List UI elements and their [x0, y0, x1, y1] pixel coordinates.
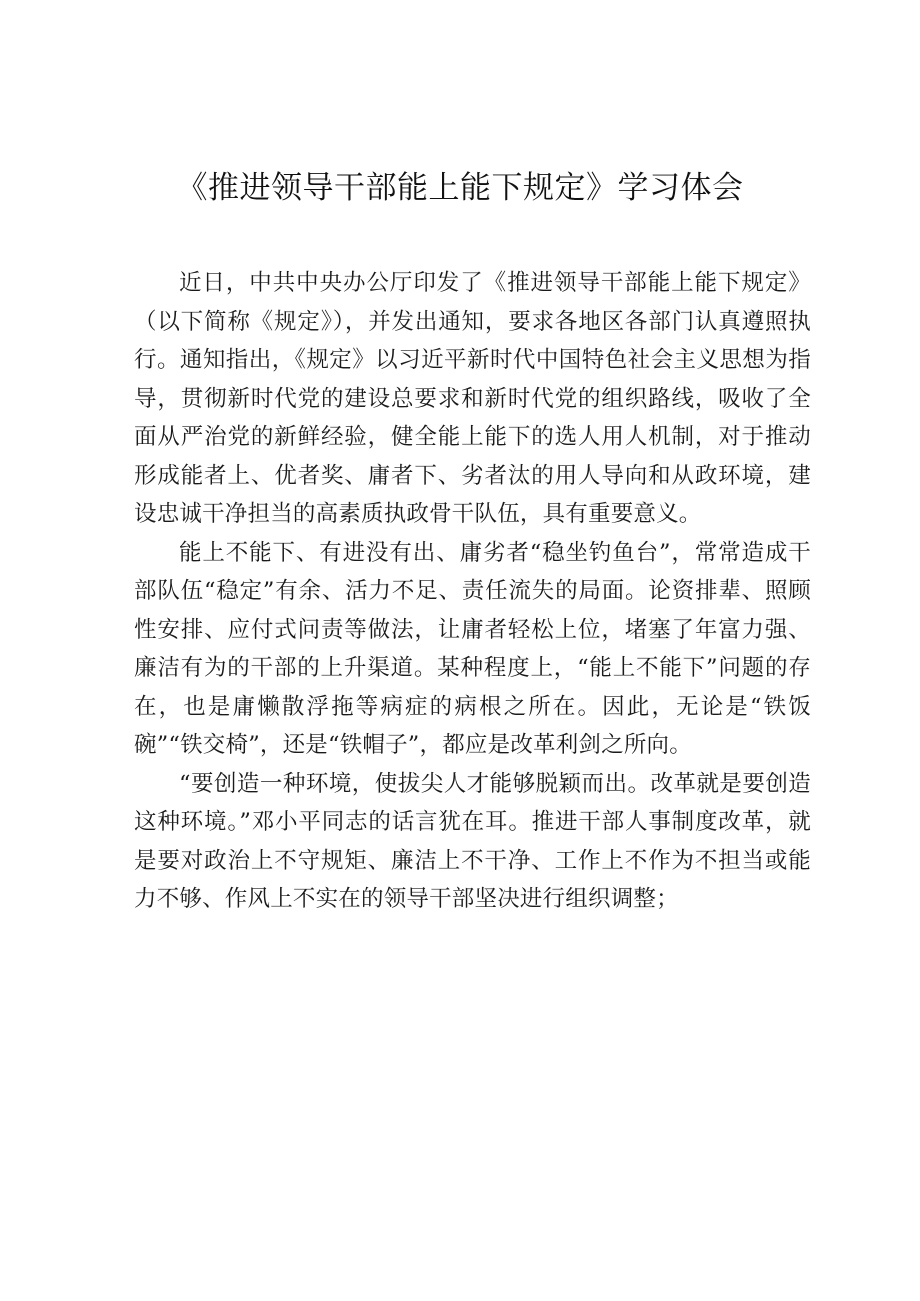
paragraph-3: “要创造一种环境，使拔尖人才能够脱颖而出。改革就是要创造这种环境。”邓小平同志的话言犹在耳。推进干部人事制度改革，就是要对政治上不守规矩、廉洁上不干净、工作上不作为不担当或能力不够、作风上不实在的领导干部坚决进行组织调整；	[134, 770, 811, 912]
paragraph-2: 能上不能下、有进没有出、庸劣者“稳坐钓鱼台”，常常造成干部队伍“稳定”有余、活力不足、责任流失的局面。论资排辈、照顾性安排、应付式问责等做法，让庸者轻松上位，堵塞了年富力强、廉洁有为的干部的上升渠道。某种程度上，“能上不能下”问题的存在，也是庸懒散浮拖等病症的病根之所在。因此，无论是“铁饭碗”“铁交椅”，还是“铁帽子”，都应是改革利剑之所向。	[134, 539, 811, 758]
document-body	[134, 264, 811, 919]
document-title: 《推进领导干部能上能下规定》学习体会	[176, 170, 744, 206]
paragraph-1: 近日，中共中央办公厅印发了《推进领导干部能上能下规定》（以下简称《规定》），并发出通知，要求各地区各部门认真遵照执行。通知指出，《规定》以习近平新时代中国特色社会主义思想为指导，贯彻新时代党的建设总要求和新时代党的组织路线，吸收了全面从严治党的新鲜经验，健全能上能下的选人用人机制，对于推动形成能者上、优者奖、庸者下、劣者汰的用人导向和从政环境，建设忠诚干净担当的高素质执政骨干队伍，具有重要意义。	[134, 270, 811, 527]
